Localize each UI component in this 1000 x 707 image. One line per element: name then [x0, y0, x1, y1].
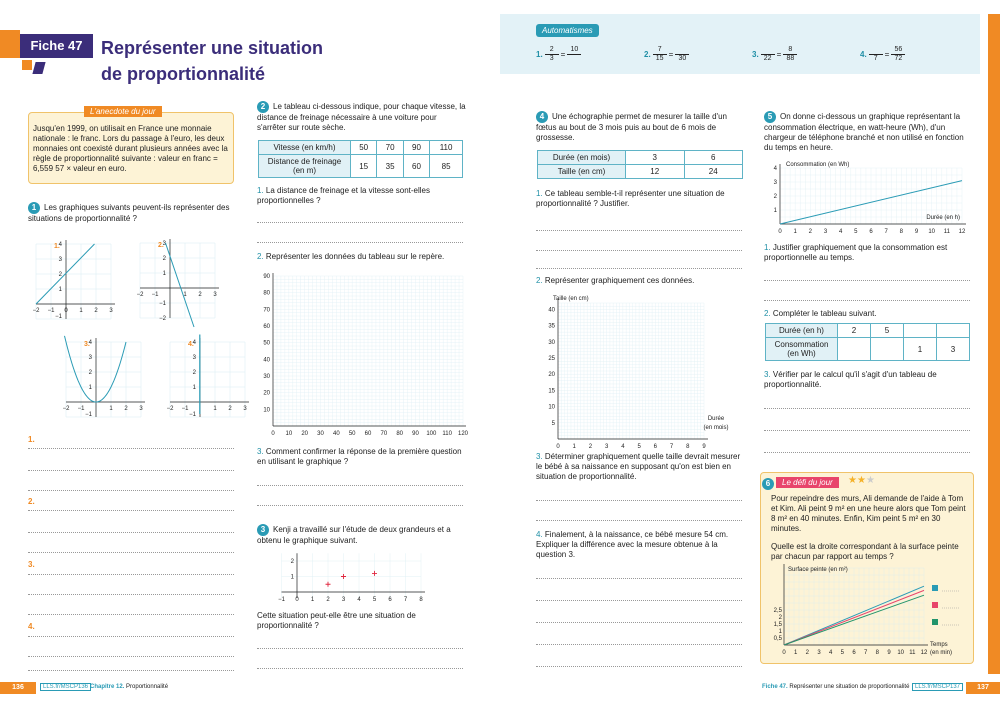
- ex2-badge: 2: [257, 101, 269, 113]
- tick-label: 8: [686, 444, 690, 450]
- tick-label: 11: [943, 229, 950, 235]
- ex2-table: Vitesse (en km/h) 50 70 90 110 Distance de freinage (en m) 15 35 60 85: [258, 140, 463, 178]
- x-axis-label: (en mois): [703, 425, 729, 431]
- tick-label: 80: [396, 431, 404, 437]
- ex5-q1: 1. Justifier graphiquement que la consommation est proportionnelle au temps.: [764, 243, 948, 262]
- graph-number: 4.: [188, 341, 194, 348]
- y-axis-label: Taille (en cm): [553, 296, 589, 302]
- tick-label: 1: [109, 406, 113, 412]
- tick-label: 0: [778, 229, 782, 235]
- tick-label: 3: [817, 650, 821, 656]
- tick-label: 110: [442, 431, 452, 437]
- ex1-answer-1-num: 1.: [28, 435, 35, 444]
- ex2-q2: 2. Représenter les données du tableau sur le repère.: [257, 252, 445, 261]
- tick-label: −1: [85, 412, 92, 418]
- tick-label: −2: [62, 406, 70, 412]
- ex5-statement: 5 On donne ci-dessous un graphique représentant la consommation électrique, en watt-heure (Wh), d'un chargeur de téléphone branché et non utilisé en fonction du temps en heure.: [764, 112, 964, 152]
- ex1-answer-3-num: 3.: [28, 560, 35, 569]
- x-axis-label: Temps: [930, 642, 948, 648]
- tick-label: −2: [166, 406, 174, 412]
- ex5-badge: 5: [764, 111, 776, 123]
- tick-label: −1: [278, 597, 285, 603]
- legend-swatch: [932, 619, 938, 625]
- tick-label: 8: [419, 597, 423, 603]
- x-axis-label: Durée (en h): [926, 215, 960, 221]
- tick-label: 3: [109, 308, 113, 314]
- tick-label: 11: [909, 650, 916, 656]
- tick-label: 3: [604, 444, 609, 450]
- graph-number: 1.: [54, 243, 60, 250]
- tick-label: 4: [58, 242, 62, 248]
- tick-label: 8: [875, 650, 880, 656]
- automatisme-item: 2. $\frac{7}{15}$ = 30: [644, 46, 689, 63]
- defi-badge: 6: [762, 478, 778, 490]
- tick-label: 2: [588, 444, 593, 450]
- ex4-q4: 4. Finalement, à la naissance, ce bébé mesure 54 cm. Expliquer la différence avec la mesure obtenue à la question 3.: [536, 530, 729, 559]
- tick-label: 10: [263, 407, 270, 414]
- ex3-badge: 3: [257, 524, 269, 536]
- tick-label: 1: [183, 292, 187, 298]
- tick-label: 90: [412, 431, 419, 437]
- tick-label: 15: [548, 388, 555, 395]
- automatisme-item: 1. $\frac{2}{3}$ = 10: [536, 46, 581, 63]
- tick-label: 9: [914, 229, 919, 235]
- tick-label: 2: [58, 272, 62, 278]
- ex1-answer-2-num: 2.: [28, 497, 35, 506]
- tick-label: −1: [55, 314, 62, 320]
- ex1-badge: 1: [28, 202, 40, 214]
- tick-label: 5: [854, 229, 858, 235]
- tick-label: 4: [88, 340, 92, 346]
- header-accent-orange: [0, 30, 20, 58]
- footer-right-code[interactable]: LLS.fr/MSCP137: [912, 683, 963, 691]
- tick-label: 4: [773, 166, 777, 172]
- logo-shape-dark: [32, 62, 45, 74]
- tick-label: 6: [388, 597, 392, 603]
- logo-shape: [22, 60, 32, 70]
- tick-label: 10: [897, 650, 905, 656]
- tick-label: 3: [162, 241, 166, 247]
- graph-number: 3.: [84, 341, 90, 348]
- legend-swatch: [932, 602, 938, 608]
- tick-label: 3: [243, 406, 247, 412]
- tick-label: 50: [263, 340, 270, 347]
- tick-label: 7: [863, 650, 868, 656]
- tick-label: 4: [621, 444, 625, 450]
- ex4-table: Durée (en mois) 3 6 Taille (en cm) 12 24: [537, 150, 743, 179]
- tick-label: 8: [899, 229, 904, 235]
- tick-label: 2: [228, 406, 232, 412]
- tick-label: 1: [290, 574, 294, 581]
- tick-label: 1: [192, 385, 196, 391]
- tick-label: −1: [47, 308, 55, 314]
- tick-label: 6: [869, 229, 873, 235]
- tick-label: 6: [653, 444, 658, 450]
- tick-label: 0: [64, 308, 68, 314]
- ex4-grid: [536, 289, 746, 450]
- tick-label: 0,5: [773, 636, 782, 642]
- defi-text-2: Quelle est la droite correspondant à la surface peinte par chacun par rapport au temps ?: [771, 542, 959, 561]
- tick-label: 12: [958, 229, 966, 235]
- tick-label: −1: [181, 406, 189, 412]
- tick-label: 4: [192, 340, 196, 346]
- tick-label: 100: [426, 431, 437, 437]
- tick-label: 10: [548, 404, 555, 411]
- tick-label: 30: [548, 339, 555, 346]
- tick-label: 2: [162, 256, 166, 262]
- tick-label: −1: [151, 292, 159, 298]
- tick-label: 90: [263, 274, 270, 280]
- tick-label: 5: [637, 444, 641, 450]
- tick-label: 6: [852, 650, 856, 656]
- ex1-statement: 1 Les graphiques suivants peuvent-ils représenter des situations de proportionnalité ?: [28, 203, 230, 223]
- tick-label: 5: [372, 597, 377, 603]
- tick-label: 3: [341, 597, 346, 603]
- data-point: [372, 571, 377, 576]
- data-point: [341, 574, 346, 579]
- automatisme-item: 4. 7 = $\frac{56}{72}$: [860, 46, 905, 63]
- page-title: Représenter une situation de proportionnalité: [101, 38, 324, 84]
- x-axis-label: (en min): [930, 650, 953, 656]
- tick-label: 10: [928, 229, 936, 235]
- tick-label: 1: [310, 597, 315, 603]
- tick-label: −1: [77, 406, 85, 412]
- footer-right-page: 137: [966, 682, 1000, 694]
- tick-label: 2: [290, 559, 294, 565]
- ex2-q1: 1. La distance de freinage et la vitesse sont-elles proportionnelles ?: [257, 186, 431, 205]
- tick-label: −2: [159, 316, 166, 322]
- tick-label: 1: [778, 629, 782, 635]
- tick-label: 2: [198, 292, 202, 298]
- tick-label: 3: [823, 229, 828, 235]
- ex4-q1: 1. Ce tableau semble-t-il représenter une situation de proportionnalité ? Justifier.: [536, 189, 725, 208]
- ex4-statement: 4 Une échographie permet de mesurer la taille d'un fœtus au bout de 3 mois puis au bout de 6 mois de grossesse.: [536, 112, 727, 142]
- tick-label: 20: [301, 431, 309, 437]
- tick-label: 7: [884, 229, 888, 235]
- tick-label: 1: [58, 287, 62, 293]
- ex4-q2: 2. Représenter graphiquement ces données.: [536, 276, 695, 285]
- tick-label: 7: [669, 444, 674, 450]
- tick-label: 2: [808, 229, 813, 235]
- tick-label: 1: [88, 385, 92, 391]
- footer-right-text: Fiche 47. Représenter une situation de proportionnalité: [762, 684, 910, 690]
- tick-label: 2: [773, 194, 777, 200]
- tick-label: 4: [838, 229, 843, 235]
- tick-label: 40: [332, 431, 340, 437]
- tick-label: 0: [556, 444, 560, 450]
- ex3-graph: [260, 552, 440, 607]
- tick-label: 40: [263, 357, 270, 364]
- tick-label: 3: [58, 257, 62, 263]
- tick-label: 1: [79, 308, 83, 314]
- fiche-badge: Fiche 47: [20, 34, 93, 58]
- tick-label: 3: [88, 355, 92, 361]
- ex3-statement: 3 Kenji a travaillé sur l'étude de deux grandeurs et a obtenu le graphique suivant.: [257, 525, 451, 545]
- anecdote-label: L'anecdote du jour: [84, 106, 162, 117]
- tick-label: −2: [136, 292, 144, 298]
- tick-label: 2: [805, 650, 810, 656]
- footer-left-code[interactable]: LLS.fr/MSCP136: [40, 683, 91, 691]
- automatismes-label: Automatismes: [536, 24, 599, 37]
- tick-label: 70: [263, 307, 270, 314]
- graph-number: 2.: [158, 242, 164, 249]
- footer-left-page: 136: [0, 682, 36, 694]
- tick-label: 4: [828, 650, 833, 656]
- tick-label: 0: [782, 650, 786, 656]
- ex1-answer-4-num: 4.: [28, 622, 35, 631]
- y-axis-label: Consommation (en Wh): [786, 162, 850, 168]
- data-point: [326, 582, 331, 587]
- tick-label: 2: [192, 370, 196, 376]
- ex5-table: Durée (en h) 2 5 Consommation (en Wh) 1 3: [765, 323, 970, 361]
- tick-label: 1: [572, 444, 576, 450]
- tick-label: 1: [213, 406, 217, 412]
- ex4-q3: 3. Déterminer graphiquement quelle taille devrait mesurer le bébé à sa naissance en supposant qu'on est bien en situation de proportionnalité.: [536, 452, 741, 481]
- tick-label: −1: [189, 412, 196, 418]
- tick-label: 40: [548, 307, 555, 314]
- tick-label: 0: [295, 597, 299, 603]
- ex1-graphs: [28, 226, 247, 426]
- x-axis-label: Durée: [707, 416, 725, 422]
- tick-label: 20: [263, 390, 270, 397]
- tick-label: 1,5: [773, 622, 782, 628]
- tick-label: 30: [317, 431, 324, 437]
- right-edge-tab: [988, 14, 1000, 674]
- tick-label: 80: [263, 290, 270, 297]
- defi-graph: [764, 563, 972, 661]
- anecdote-text: Jusqu'en 1999, on utilisait en France une monnaie nationale : le franc. Lors du passage à l'euro, les deux monnaies ont coexisté durant plusieurs années avec la règle de proportionnalité suivante : valeur en franc = 6,559 57 × valeur en euro.: [33, 124, 228, 173]
- tick-label: 7: [403, 597, 408, 603]
- tick-label: 9: [887, 650, 891, 656]
- ex5-q3: 3. Vérifier par le calcul qu'il s'agit d'un tableau de proportionnalité.: [764, 370, 937, 389]
- tick-label: 0: [271, 431, 275, 437]
- ex2-q3: 3. Comment confirmer la réponse de la première question en utilisant le graphique ?: [257, 447, 462, 466]
- tick-label: 2: [94, 308, 98, 314]
- defi-text-1: Pour repeindre des murs, Ali demande de l'aide à Tom et Kim. Ali peint 9 m² en une heure alors que Tom peint 8 m² en 40 minutes. Enfin, Kim peint 5 m² en 30 minutes.: [771, 494, 966, 533]
- tick-label: 3: [773, 180, 777, 186]
- tick-label: 5: [551, 420, 555, 427]
- tick-label: 70: [380, 431, 388, 437]
- tick-label: 35: [548, 323, 555, 330]
- tick-label: 2: [326, 597, 330, 603]
- tick-label: 3: [192, 355, 196, 361]
- defi-label: Le défi du jour: [776, 477, 839, 488]
- ex2-statement: 2 Le tableau ci-dessous indique, pour chaque vitesse, la distance de freinage nécessaire à une voiture pour s'arrêter sur route sèche.: [257, 102, 466, 132]
- tick-label: −1: [159, 301, 166, 307]
- y-axis-label: Surface peinte (en m²): [788, 567, 848, 573]
- tick-label: 2: [778, 615, 782, 621]
- tick-label: 12: [920, 650, 928, 656]
- tick-label: 2: [88, 370, 92, 376]
- ex2-grid: [255, 268, 470, 444]
- tick-label: −2: [32, 308, 40, 314]
- tick-label: 2: [124, 406, 128, 412]
- automatismes-panel: [500, 14, 980, 74]
- tick-label: 9: [702, 444, 706, 450]
- footer-left-chapter: Chapitre 12. Proportionnalité: [90, 684, 169, 690]
- tick-label: 60: [263, 324, 270, 330]
- tick-label: 1: [793, 650, 798, 656]
- tick-label: 50: [348, 431, 356, 437]
- tick-label: 1: [773, 208, 777, 214]
- difficulty-stars-icon: ★★★: [848, 475, 875, 486]
- legend-swatch: [932, 585, 938, 591]
- tick-label: 2,5: [773, 608, 782, 614]
- tick-label: 5: [840, 650, 845, 656]
- tick-label: 120: [457, 431, 469, 437]
- tick-label: 3: [213, 292, 217, 298]
- ex5-q2: 2. Compléter le tableau suivant.: [764, 309, 877, 318]
- tick-label: 25: [548, 356, 555, 363]
- tick-label: 1: [162, 271, 166, 277]
- tick-label: 10: [285, 431, 293, 437]
- tick-label: 3: [139, 406, 143, 412]
- ex4-badge: 4: [536, 111, 548, 123]
- tick-label: 30: [263, 374, 270, 380]
- ex3-question: Cette situation peut-elle être une situation de proportionnalité ?: [257, 611, 416, 630]
- tick-label: 4: [357, 597, 361, 603]
- tick-label: 20: [548, 372, 555, 379]
- tick-label: 1: [793, 229, 797, 235]
- automatisme-item: 3. 22 = $\frac{8}{88}$: [752, 46, 797, 63]
- ex5-graph: [764, 158, 974, 240]
- tick-label: 60: [364, 431, 372, 437]
